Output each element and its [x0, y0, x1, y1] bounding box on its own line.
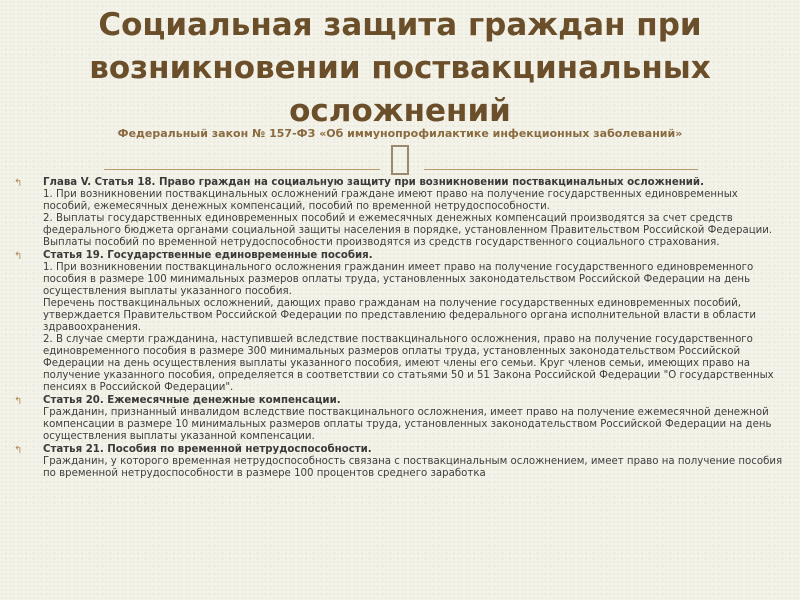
law-text-body: [14, 177, 784, 600]
section-paragraph: Гражданин, признанный инвалидом вследствие поствакцинального осложнения, имеет право на получение ежемесячной денежной компенсации в размере 10 минимальных размеров оплаты труда, установленных законодательством Российской Федерации на день осуществления выплаты указанной компенсации.: [43, 407, 772, 442]
slide-title: Социальная защита граждан при возникновении поствакцинальных осложнений: [89, 7, 711, 129]
bullet-icon: ↰: [14, 445, 23, 456]
section-article-21: [14, 444, 784, 480]
bullet-icon: ↰: [14, 396, 23, 407]
section-article-19: [14, 250, 784, 394]
section-paragraph: 1. При возникновении поствакцинального осложнения гражданин имеет право на получение государственного единовременного пособия в размере 100 минимальных размеров оплаты труда, установленных законодательством Российской Федерации на день осуществления выплаты указанного пособия.: [43, 262, 754, 297]
section-heading: Статья 20. Ежемесячные денежные компенсации.: [43, 395, 341, 406]
divider-right: [424, 169, 698, 170]
section-article-20: [14, 395, 784, 443]
bracket-ornament-icon: [388, 144, 412, 176]
bullet-icon: ↰: [14, 178, 23, 189]
section-heading: Глава V. Статья 18. Право граждан на социальную защиту при возникновении поствакцинальных осложнений.: [43, 177, 704, 188]
section-article-18: [14, 177, 784, 249]
section-paragraph: Гражданин, у которого временная нетрудоспособность связана с поствакцинальным осложнением, имеет право на получение пособия по временной нетрудоспособности в размере 100 процентов среднего заработка: [43, 456, 783, 479]
bullet-icon: ↰: [14, 251, 23, 262]
section-heading: Статья 21. Пособия по временной нетрудоспособности.: [43, 444, 372, 455]
section-paragraph: Перечень поствакцинальных осложнений, дающих право гражданам на получение государственных единовременных пособий, утверждается Правительством Российской Федерации по представлению федерального органа исполнительной власти в области здравоохранения.: [43, 298, 756, 333]
divider-left: [104, 169, 380, 170]
section-paragraph: Выплаты пособий по временной нетрудоспособности производятся из средств государственного социального страхования.: [43, 237, 720, 248]
section-paragraph: 2. Выплаты государственных единовременных пособий и ежемесячных денежных компенсаций производятся за счет средств федерального бюджета органами социальной защиты населения в порядке, установленном Правительством Российской Федерации.: [43, 213, 773, 236]
section-heading: Статья 19. Государственные единовременные пособия.: [43, 250, 373, 261]
section-paragraph: 2. В случае смерти гражданина, наступившей вследствие поствакцинального осложнения, право на получение государственного единовременного пособия в размере 300 минимальных размеров оплаты труда, установленных законодательством Российской Федерации на день осуществления выплаты указанного пособия, имеют члены его семьи. Круг членов семьи, имеющих право на получение указанного пособия, определяется в соответствии со статьями 50 и 51 Закона Российской Федерации "О государственных пенсиях в Российской Федерации".: [43, 334, 774, 393]
section-paragraph: 1. При возникновении поствакцинальных осложнений граждане имеют право на получение государственных единовременных пособий, ежемесячных денежных компенсаций, пособий по временной нетрудоспособности.: [43, 189, 738, 212]
slide-subtitle: Федеральный закон № 157-ФЗ «Об иммунопрофилактике инфекционных заболеваний»: [117, 127, 683, 140]
